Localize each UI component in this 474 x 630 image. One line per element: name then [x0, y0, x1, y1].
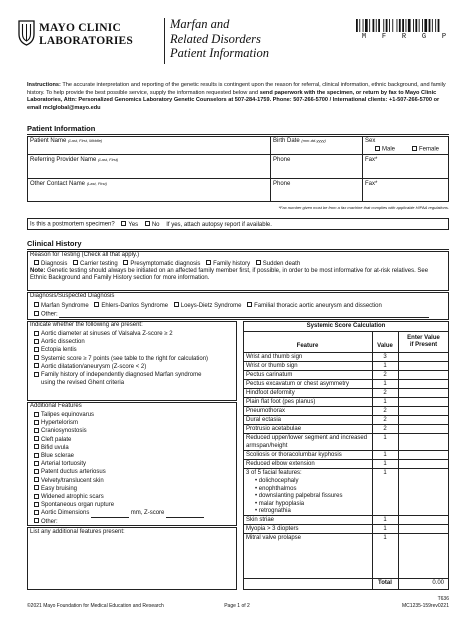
additional-item-checkbox[interactable]	[34, 501, 236, 509]
facial-feature-label: malar hypoplasia	[258, 500, 305, 507]
indicate-item-label: Aortic dissection	[41, 339, 85, 346]
systemic-feature: Reduced elbow extension	[246, 461, 315, 467]
diagnosis-other-label: Other:	[41, 311, 58, 318]
additional-item-checkbox[interactable]	[34, 468, 236, 476]
reason-option-label: Carrier testing	[80, 260, 118, 267]
facial-feature-item	[255, 501, 343, 509]
systemic-row	[243, 397, 449, 406]
barcode-letter: R	[401, 33, 407, 41]
systemic-row	[243, 361, 449, 370]
no-label: No	[151, 221, 160, 228]
referring-phone-field[interactable]: Phone	[273, 157, 291, 163]
footer-code1: T636	[437, 596, 449, 602]
aortic-mm-input[interactable]	[91, 512, 129, 518]
additional-item-label: Patent ductus arteriosus	[41, 469, 106, 476]
sex-male-checkbox[interactable]	[375, 146, 395, 153]
indicate-item-label: Ectopia lentis	[41, 347, 77, 354]
systemic-value: 1	[383, 363, 387, 369]
additional-other-label: Other:	[41, 518, 58, 525]
other-phone-field[interactable]: Phone	[273, 181, 291, 187]
additional-other-input[interactable]	[59, 520, 231, 526]
other-fax-field[interactable]: Fax*	[365, 181, 378, 187]
systemic-value: 1	[383, 461, 387, 467]
bullet-icon: •	[255, 478, 259, 484]
systemic-feature: Myopia > 3 diopters	[246, 526, 299, 532]
systemic-value: 1	[383, 526, 387, 532]
indicate-item-checkbox[interactable]	[34, 338, 236, 346]
bullet-icon: •	[255, 485, 259, 492]
barcode-icon	[356, 19, 450, 32]
additional-item-checkbox[interactable]	[34, 444, 236, 452]
other-contact-hint: (Last, First)	[86, 181, 107, 186]
systemic-value: 1	[383, 535, 387, 541]
diagnosis-eds-checkbox[interactable]	[94, 303, 168, 309]
referring-hint: (Last, First)	[98, 157, 119, 162]
diagnosis-marfan-checkbox[interactable]	[34, 303, 89, 309]
sex-female-checkbox[interactable]	[412, 146, 439, 153]
diagnosis-option-label: Marfan Syndrome	[41, 302, 89, 309]
indicate-label: Indicate whether the following are present:	[30, 322, 143, 328]
additional-label: Additional Features	[30, 403, 82, 409]
yes-label: Yes	[128, 221, 139, 228]
reason-sudden-death-checkbox[interactable]	[256, 261, 300, 267]
indicate-item-checkbox[interactable]	[34, 371, 236, 379]
additional-item-label: Blue sclerae	[41, 453, 75, 460]
diagnosis-label: Diagnosis/Suspected Diagnosis	[30, 293, 115, 299]
col-enter-line2: if Present	[409, 342, 438, 348]
reason-option-label: Family history	[213, 260, 251, 267]
barcode-letter: P	[441, 33, 447, 41]
bullet-icon: •	[255, 493, 259, 499]
systemic-value: 3	[383, 354, 387, 360]
diagnosis-other-input[interactable]	[59, 312, 429, 318]
form-title	[170, 17, 269, 61]
postmortem-question	[30, 221, 272, 228]
footer-code2: MC1235-159rev0221	[402, 603, 449, 609]
systemic-feature: Wrist and thumb sign	[246, 354, 303, 360]
col-enter-header	[398, 335, 449, 349]
barcode-letter: M	[361, 33, 367, 41]
systemic-row	[243, 450, 449, 459]
footer-page: Page 1 of 2	[224, 603, 250, 609]
systemic-value: 2	[383, 417, 387, 423]
facial-feature-item	[255, 493, 343, 501]
additional-item-label: Bifid uvula	[41, 444, 69, 451]
clinical-history-rule	[27, 249, 449, 250]
facial-feature-item	[255, 478, 343, 486]
facial-feature-label: downslanting palpebral fissures	[258, 493, 343, 499]
systemic-value: 2	[383, 372, 387, 378]
systemic-row	[243, 524, 449, 533]
referring-provider-field[interactable]	[30, 157, 118, 163]
systemic-table-title: Systemic Score Calculation	[306, 323, 386, 329]
reason-options	[34, 260, 300, 267]
systemic-row	[243, 459, 449, 468]
systemic-value: 2	[383, 408, 387, 414]
patient-name-label: Patient Name	[30, 138, 67, 144]
instructions	[27, 82, 449, 113]
total-label: Total	[378, 580, 392, 586]
grid-line	[27, 154, 449, 155]
logo-text-line1: MAYO CLINIC	[39, 22, 121, 34]
systemic-value: 2	[383, 390, 387, 396]
systemic-enter-value-cell[interactable]	[399, 469, 448, 516]
indicate-item-checkbox[interactable]	[34, 330, 236, 338]
systemic-value: 1	[383, 517, 387, 523]
additional-item-checkbox[interactable]	[34, 411, 236, 419]
barcode-letter: G	[421, 33, 427, 41]
diagnosis-option-label: Loeys-Dietz Syndrome	[180, 302, 242, 309]
additional-list	[34, 411, 236, 526]
sex-label: Sex	[365, 138, 376, 144]
systemic-feature: Plain flat foot (pes planus)	[246, 399, 316, 405]
systemic-row	[243, 406, 449, 415]
systemic-rows	[243, 352, 449, 580]
systemic-row	[243, 468, 449, 515]
form-title-line2: Related Disorders	[170, 31, 261, 46]
additional-item-label: Craniosynostosis	[41, 428, 87, 435]
additional-item-label: Velvety/translucent skin	[41, 477, 104, 484]
additional-item-label: Spontaneous organ rupture	[41, 502, 115, 509]
systemic-row	[243, 352, 449, 361]
aortic-dimensions-label: Aortic Dimensions	[41, 510, 90, 517]
systemic-feature: Pectus excavatum or chest asymmetry	[246, 381, 350, 387]
instructions-label: Instructions:	[27, 82, 61, 88]
reason-carrier-checkbox[interactable]	[73, 261, 118, 267]
birth-date-label: Birth Date	[273, 138, 300, 144]
systemic-feature: Wrist or thumb sign	[246, 363, 298, 369]
additional-item-checkbox[interactable]	[34, 427, 236, 435]
other-contact-label: Other Contact Name	[30, 181, 86, 187]
reason-family-history-checkbox[interactable]	[206, 261, 250, 267]
additional-item-checkbox[interactable]	[34, 485, 236, 493]
systemic-feature: Protrusio acetabulae	[246, 426, 302, 432]
postmortem-label: Is this a postmortem specimen?	[30, 221, 115, 228]
grid-line	[362, 136, 363, 202]
systemic-enter-value-cell[interactable]	[399, 434, 448, 451]
systemic-row	[243, 388, 449, 397]
postmortem-yes-checkbox[interactable]	[121, 222, 138, 228]
grid-line	[270, 136, 271, 202]
birth-date-hint: (mm-dd-yyyy)	[301, 138, 326, 143]
table-line	[243, 578, 449, 579]
additional-item-checkbox[interactable]	[34, 493, 236, 501]
systemic-value: 1	[383, 435, 387, 441]
footer-copyright: ©2021 Mayo Foundation for Medical Education and Research	[27, 603, 164, 609]
col-enter-line1: Enter Value	[407, 335, 440, 341]
form-title-line3: Patient Information	[170, 46, 269, 60]
additional-item-label: Widened atrophic scars	[41, 494, 104, 501]
systemic-feature: Mitral valve prolapse	[246, 535, 302, 541]
col-feature-header: Feature	[296, 343, 319, 349]
postmortem-note: If yes, attach autopsy report if available.	[166, 221, 272, 228]
reason-diagnosis-checkbox[interactable]	[34, 261, 67, 267]
patient-name-hint: (Last, First, Middle)	[68, 138, 103, 143]
additional-item-label: Talipes equinovarus	[41, 412, 95, 418]
diagnosis-other-checkbox[interactable]	[34, 311, 429, 318]
reason-presymptomatic-checkbox[interactable]	[123, 261, 200, 267]
systemic-feature: Pneumothorax	[246, 408, 286, 414]
bullet-icon: •	[255, 500, 259, 507]
systemic-feature: Hindfoot deformity	[246, 390, 295, 396]
systemic-row	[243, 515, 449, 524]
indicate-item-checkbox[interactable]	[34, 355, 236, 363]
indicate-item-label: Systemic score ≥ 7 points (see table to the right for calculation)	[41, 355, 209, 362]
diagnosis-option-label: Familial thoracic aortic aneurysm and dissection	[254, 302, 382, 309]
form-title-line1: Marfan and	[170, 17, 230, 31]
facial-feature-label: dolichocephaly	[258, 478, 299, 484]
reason-option-label: Sudden death	[262, 260, 301, 267]
systemic-row	[243, 415, 449, 424]
systemic-value: 1	[383, 399, 387, 405]
indicate-item-checkbox[interactable]	[34, 363, 236, 371]
barcode-letters	[354, 33, 454, 41]
systemic-feature: Reduced upper/lower segment and increased armspan/height	[246, 435, 368, 449]
aortic-zscore-input[interactable]	[166, 512, 204, 518]
systemic-value: 1	[383, 381, 387, 387]
systemic-feature: Skin striae	[246, 517, 275, 523]
col-value-header: Value	[377, 343, 393, 349]
additional-item-checkbox[interactable]	[34, 436, 236, 444]
facial-feature-label: retrognathia	[258, 508, 291, 514]
table-line	[243, 331, 449, 332]
reason-note	[30, 268, 446, 283]
diagnosis-ftaad-checkbox[interactable]	[247, 303, 382, 309]
note-text: Genetic testing should always be initiated on an affected family member first, if possible, in order to be most informative for at-risk relatives. See Ethnic Background and Family History section for more information.	[30, 268, 429, 282]
facial-features-list	[255, 478, 343, 516]
indicate-item-continuation: using the revised Ghent criteria	[41, 380, 125, 387]
list-additional-label: List any additional features present:	[30, 529, 125, 535]
additional-item-label: Arterial tortuosity	[41, 461, 87, 468]
sex-female-label: Female	[419, 146, 440, 153]
header-divider	[164, 18, 165, 64]
additional-other-checkbox[interactable]	[34, 518, 236, 526]
birth-date-field[interactable]	[273, 138, 326, 144]
facial-feature-label: enophthalmos	[258, 485, 297, 492]
clinical-history-heading: Clinical History	[27, 239, 82, 248]
additional-item-label: Hypertelorism	[41, 420, 79, 427]
diagnosis-loeys-dietz-checkbox[interactable]	[174, 303, 242, 309]
total-value: 0.00	[432, 580, 444, 586]
grid-line	[27, 178, 449, 179]
systemic-feature: Scoliosis or thoracolumbar kyphosis	[246, 452, 342, 458]
indicate-item-checkbox[interactable]	[34, 346, 236, 354]
mm-label: mm,	[130, 510, 143, 517]
systemic-row	[243, 379, 449, 388]
other-contact-field[interactable]	[30, 181, 107, 187]
systemic-row	[243, 533, 449, 542]
reason-option-label: Presymptomatic diagnosis	[130, 260, 201, 267]
facial-feature-item	[255, 486, 343, 494]
additional-item-checkbox[interactable]	[34, 477, 236, 485]
additional-item-checkbox[interactable]	[34, 452, 236, 460]
systemic-value: 1	[383, 452, 387, 458]
mayo-logo-icon	[18, 20, 35, 46]
patient-info-rule	[27, 134, 449, 135]
barcode-letter: F	[381, 33, 387, 41]
note-label: Note:	[30, 268, 46, 274]
indicate-item-label: Aortic diameter at sinuses of Valsalva Z-score ≥ 2	[41, 331, 173, 337]
list-additional-box	[27, 527, 237, 590]
logo-text-line2: LABORATORIES	[39, 35, 134, 47]
reason-label: Reason for Testing (Check all that apply.)	[30, 252, 140, 258]
systemic-row	[243, 433, 449, 450]
indicate-item-label: Aortic dilatation/aneurysm (Z-score < 2)	[41, 363, 147, 370]
additional-item-checkbox[interactable]	[34, 419, 236, 427]
systemic-feature: 3 of 5 facial features:	[246, 470, 302, 476]
diagnosis-options	[34, 302, 382, 309]
indicate-list	[34, 330, 236, 387]
sex-male-label: Male	[382, 146, 396, 153]
bullet-icon: •	[255, 508, 259, 514]
systemic-enter-value-cell[interactable]	[399, 534, 448, 543]
systemic-feature: Pectus carinatum	[246, 372, 293, 378]
aortic-dimensions-checkbox[interactable]	[34, 509, 236, 517]
diagnosis-option-label: Ehlers-Danlos Syndrome	[101, 302, 169, 309]
fax-footnote: *Fax number given must be from a fax machine that complies with applicable HIPAA regulations.	[278, 205, 449, 210]
systemic-value: 2	[383, 426, 387, 432]
reason-option-label: Diagnosis	[41, 260, 68, 267]
additional-item-checkbox[interactable]	[34, 460, 236, 468]
referring-label: Referring Provider Name	[30, 157, 97, 163]
systemic-row	[243, 424, 449, 433]
additional-item-label: Easy bruising	[41, 485, 78, 492]
systemic-row	[243, 370, 449, 379]
instructions-text: The accurate interpretation and reporting of the genetic results is contingent upon the reason for referral, clinical information, ethnic background, and family history. To help provide the best possible service, supply the information requested below and	[27, 82, 446, 96]
indicate-item-label: Family history of independently diagnosed Marfan syndrome	[41, 372, 202, 379]
systemic-value: 1	[383, 470, 387, 476]
patient-info-heading: Patient Information	[27, 124, 96, 133]
postmortem-no-checkbox[interactable]	[145, 222, 160, 228]
zscore-label: Z-score	[144, 510, 165, 517]
patient-name-field[interactable]	[30, 138, 102, 144]
instructions-bold-text: send paperwork with the specimen, or return by fax to Mayo Clinic Laboratories, Attn: Personalized Genomics Laboratory Genetic Counselors at 507-284-1759. Phone: 507-266-5700 / International clients: +1-507-266-5700 or email mcIglobal@mayo.edu	[27, 89, 440, 112]
additional-item-label: Cleft palate	[41, 436, 72, 443]
referring-fax-field[interactable]: Fax*	[365, 157, 378, 163]
systemic-feature: Dural ectasia	[246, 417, 282, 423]
